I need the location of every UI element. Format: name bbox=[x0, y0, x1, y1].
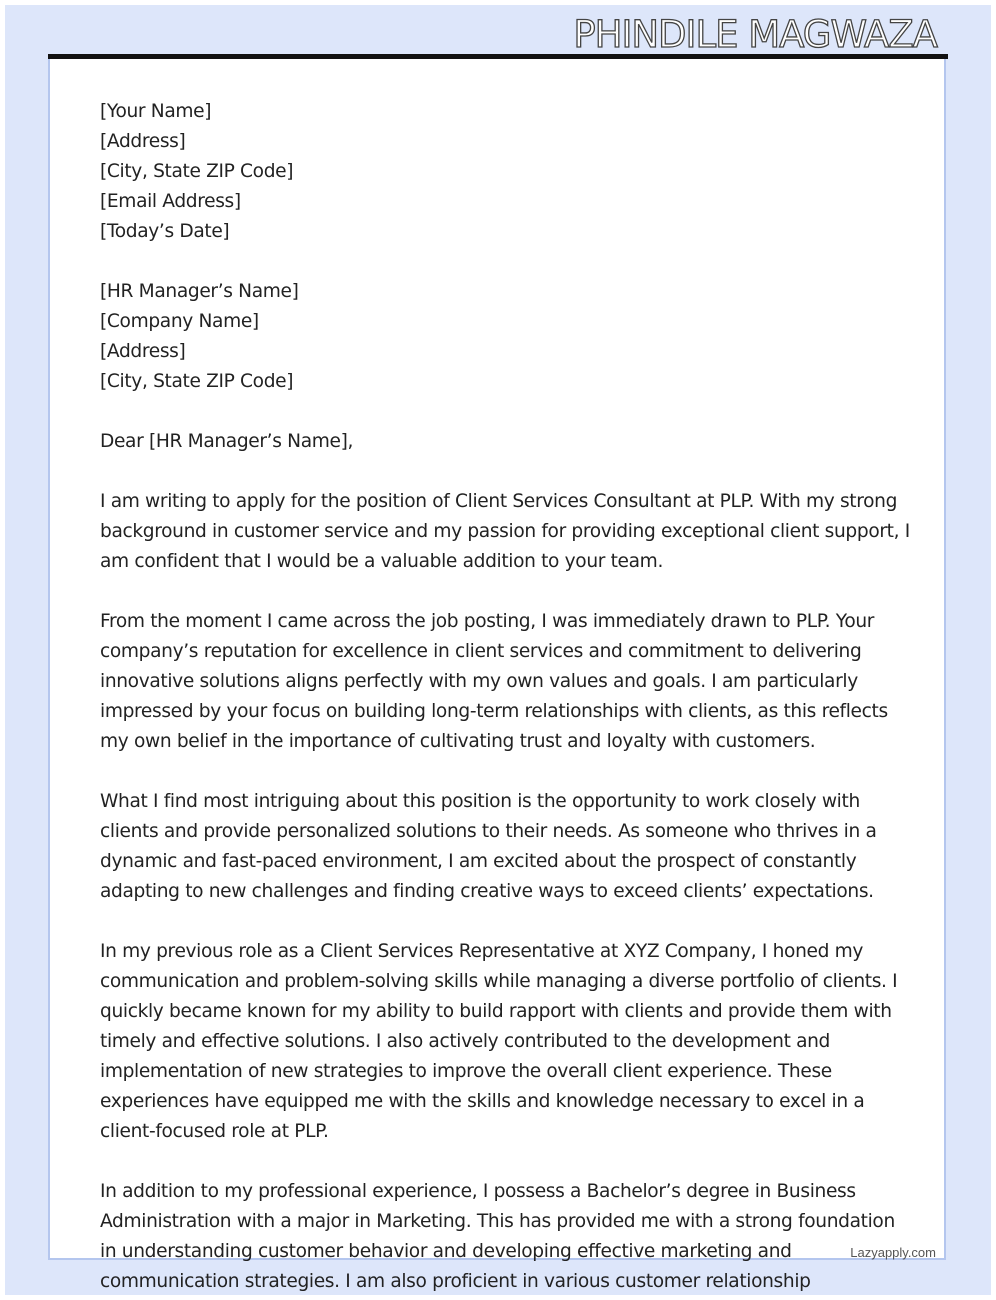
recipient-city-state-zip: [City, State ZIP Code] bbox=[100, 371, 294, 392]
paragraph-education bbox=[100, 1177, 900, 1297]
paragraph-line: in understanding customer behavior and developing effective marketing and bbox=[100, 1241, 792, 1262]
paragraph-line: impressed by your focus on building long-term relationships with clients, as this reflects bbox=[100, 701, 888, 722]
paragraph-line: am confident that I would be a valuable addition to your team. bbox=[100, 551, 664, 572]
paragraph-line: communication strategies. I am also proficient in various customer relationship bbox=[100, 1271, 811, 1292]
paragraph-line: In addition to my professional experience, I possess a Bachelor’s degree in Business bbox=[100, 1181, 856, 1202]
paragraph-line: I am writing to apply for the position of Client Services Consultant at PLP. With my strong bbox=[100, 491, 898, 512]
paragraph-line: implementation of new strategies to improve the overall client experience. These bbox=[100, 1061, 832, 1082]
paragraph-line: From the moment I came across the job posting, I was immediately drawn to PLP. Your bbox=[100, 611, 875, 632]
recipient-company: [Company Name] bbox=[100, 311, 259, 332]
sender-email: [Email Address] bbox=[100, 191, 241, 212]
sender-address: [Address] bbox=[100, 131, 186, 152]
paragraph-line: innovative solutions aligns perfectly with my own values and goals. I am particularly bbox=[100, 671, 858, 692]
sender-name: [Your Name] bbox=[100, 101, 212, 122]
paragraph-position-interest bbox=[100, 787, 900, 907]
paragraph-experience bbox=[100, 937, 900, 1147]
paragraph-company-interest bbox=[100, 607, 900, 757]
salutation: Dear [HR Manager’s Name], bbox=[100, 431, 354, 452]
sender-block bbox=[100, 97, 900, 247]
recipient-address: [Address] bbox=[100, 341, 186, 362]
paragraph-line: company’s reputation for excellence in client services and commitment to delivering bbox=[100, 641, 862, 662]
watermark-link: Lazyapply.com bbox=[850, 1245, 936, 1260]
paragraph-line: my own belief in the importance of cultivating trust and loyalty with customers. bbox=[100, 731, 816, 752]
paragraph-line: background in customer service and my passion for providing exceptional client support, I bbox=[100, 521, 910, 542]
paragraph-line: Administration with a major in Marketing. This has provided me with a strong foundation bbox=[100, 1211, 895, 1232]
paragraph-line: dynamic and fast-paced environment, I am excited about the prospect of constantly bbox=[100, 851, 857, 872]
recipient-block bbox=[100, 277, 900, 397]
applicant-name-heading: PHINDILE MAGWAZA bbox=[573, 13, 937, 56]
paragraph-line: In my previous role as a Client Services Representative at XYZ Company, I honed my bbox=[100, 941, 864, 962]
paragraph-line: timely and effective solutions. I also actively contributed to the development and bbox=[100, 1031, 831, 1052]
paragraph-line: What I find most intriguing about this position is the opportunity to work closely with bbox=[100, 791, 860, 812]
paragraph-line: quickly became known for my ability to build rapport with clients and provide them with bbox=[100, 1001, 892, 1022]
letter-date: [Today’s Date] bbox=[100, 221, 230, 242]
paragraph-line: experiences have equipped me with the skills and knowledge necessary to excel in a bbox=[100, 1091, 865, 1112]
paragraph-line: clients and provide personalized solutions to their needs. As someone who thrives in a bbox=[100, 821, 877, 842]
recipient-name: [HR Manager’s Name] bbox=[100, 281, 299, 302]
paragraph-line: client-focused role at PLP. bbox=[100, 1121, 329, 1142]
paragraph-intro bbox=[100, 487, 910, 577]
paragraph-line: communication and problem-solving skills while managing a diverse portfolio of clients. I bbox=[100, 971, 898, 992]
cover-letter-body bbox=[100, 97, 910, 1297]
paragraph-line: adapting to new challenges and finding creative ways to exceed clients’ expectations. bbox=[100, 881, 874, 902]
sender-city-state-zip: [City, State ZIP Code] bbox=[100, 161, 294, 182]
